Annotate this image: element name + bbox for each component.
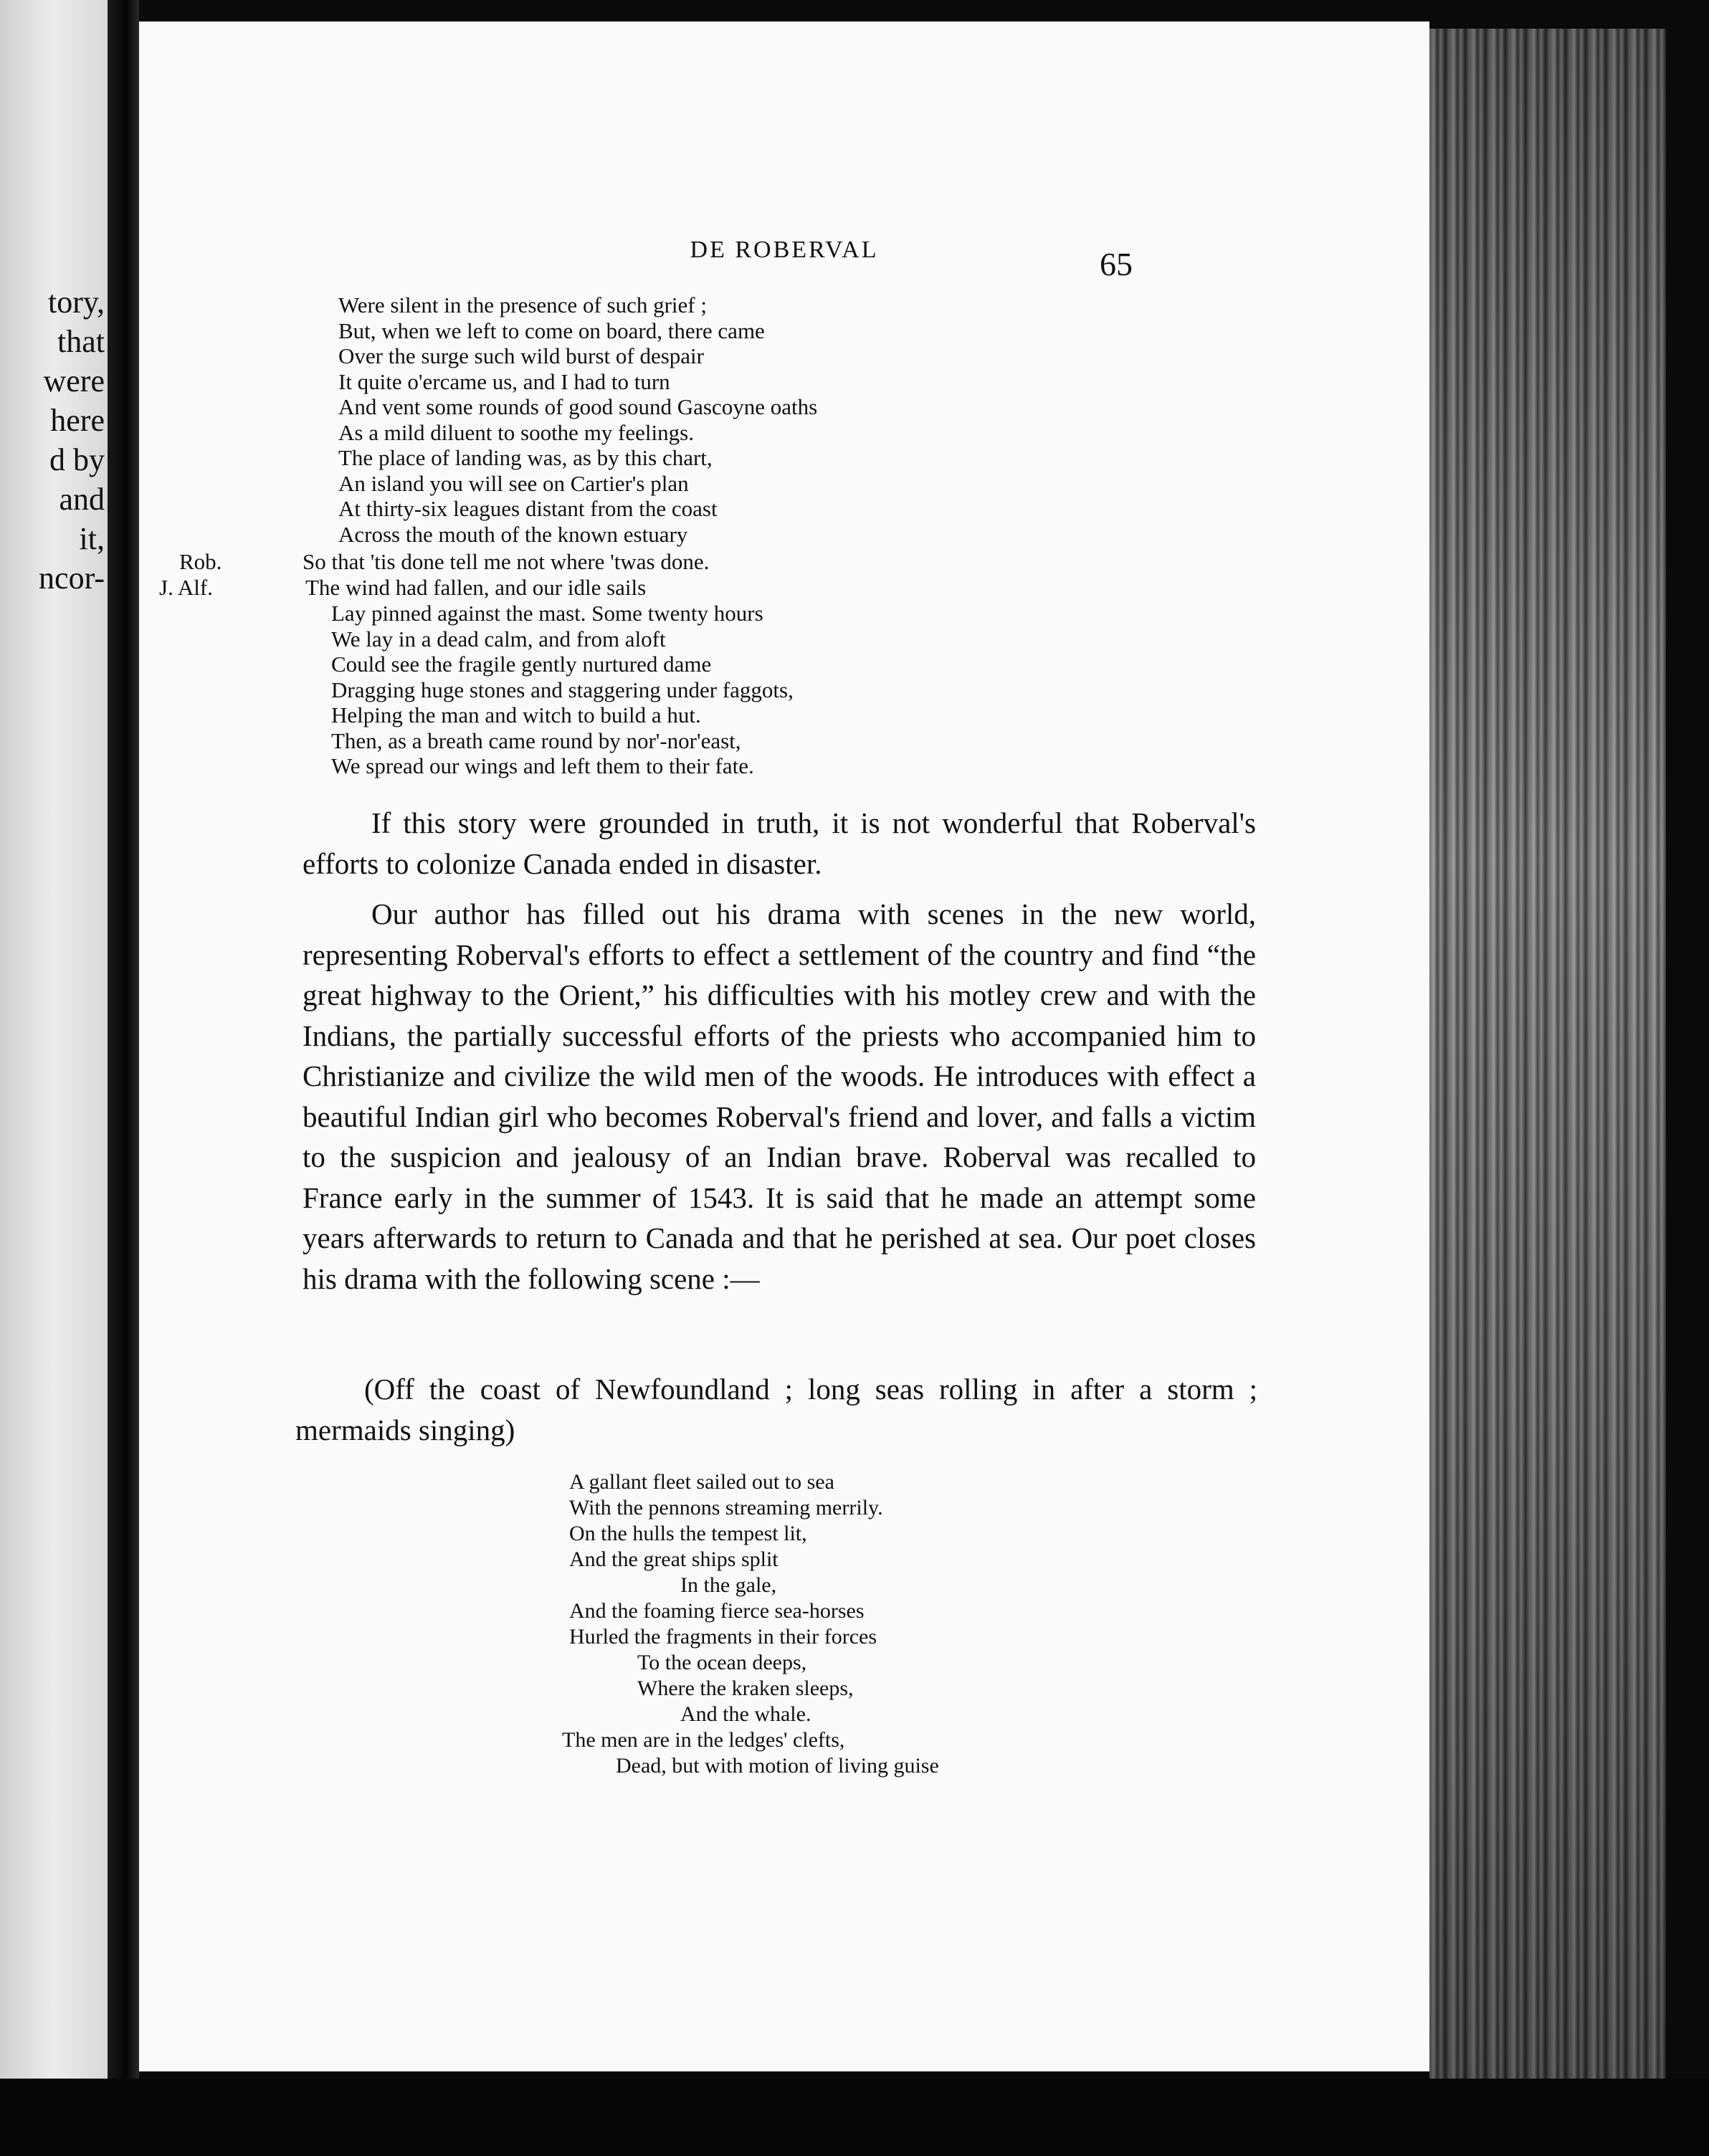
verse-line: At thirty-six leagues distant from the coast [338, 496, 718, 521]
book-gutter [108, 0, 139, 2156]
verse-line: An island you will see on Cartier's plan [338, 470, 689, 496]
stage-direction [295, 1369, 1257, 1450]
verse-line: Across the mouth of the known estuary [338, 521, 688, 547]
speaker-j-alf: J. Alf. [159, 575, 213, 600]
song-line: Hurled the fragments in their forces [569, 1625, 877, 1649]
song-line: Where the kraken sleeps, [637, 1676, 854, 1700]
paragraph: (Off the coast of Newfoundland ; long seas rolling in after a storm ; mermaids singing) [295, 1373, 1257, 1446]
verse-block-a [338, 292, 817, 547]
scan-border [0, 2079, 1709, 2156]
left-page-fragment: and [59, 482, 105, 517]
verse-line: We spread our wings and left them to their fate. [331, 753, 754, 778]
left-page-fragment: ncor- [39, 561, 105, 596]
song-line: With the pennons streaming merrily. [569, 1496, 883, 1520]
left-page-fragment: were [43, 363, 105, 399]
prose-block [303, 803, 1256, 1299]
verse-line: Were silent in the presence of such grief ; [338, 292, 707, 318]
page-number: 65 [1100, 246, 1133, 282]
left-page-fragment: tory, [47, 285, 105, 320]
song-line: To the ocean deeps, [637, 1651, 807, 1674]
verse-line: We lay in a dead calm, and from aloft [331, 626, 666, 652]
song-line: On the hulls the tempest lit, [569, 1522, 807, 1545]
page-edges [1429, 29, 1666, 2107]
song-line: Dead, but with motion of living guise [616, 1754, 939, 1778]
rob-line: So that 'tis done tell me not where 'twas done. [303, 549, 710, 574]
song-line: And the foaming fierce sea-horses [569, 1599, 865, 1623]
alf-line: The wind had fallen, and our idle sails [305, 575, 647, 600]
paragraph: Our author has filled out his drama with scenes in the new world, representing Roberval's efforts to effect a settlement of the country and find “the great highway to the Orient,” his difficulties with his motley crew and with the Indians, the partially successful efforts of the priests who accompanied him to Christianize and civilize the wild men of the woods. He introduces with effect a beautiful Indian girl who becomes Roberval's friend and lover, and falls a victim to the suspicion and jealousy of an Indian brave. Roberval was recalled to France early in the summer of 1543. It is said that he made an attempt some years afterwards to return to Canada and that he perished at sea. Our poet closes his drama with the following scene :— [303, 897, 1256, 1295]
left-page-fragment: here [50, 403, 105, 438]
verse-line: As a mild diluent to soothe my feelings. [338, 419, 694, 445]
left-page-fragment: that [57, 324, 105, 359]
running-head: DE ROBERVAL [690, 237, 879, 263]
verse-line: And vent some rounds of good sound Gascoyne oaths [338, 394, 818, 419]
mermaid-song [562, 1469, 939, 1779]
verse-line: Lay pinned against the mast. Some twenty hours [331, 601, 763, 626]
verse-line: Could see the fragile gently nurtured dame [331, 652, 712, 677]
paragraph: If this story were grounded in truth, it is not wonderful that Roberval's efforts to colonize Canada ended in disaster. [303, 806, 1256, 880]
song-line: In the gale, [680, 1573, 777, 1597]
verse-line: The place of landing was, as by this chart, [338, 445, 713, 470]
song-line: And the great ships split [569, 1547, 779, 1571]
verse-line: Dragging huge stones and staggering under faggots, [331, 677, 794, 702]
left-page-fragment: d by [49, 442, 105, 477]
song-line: And the whale. [680, 1702, 811, 1726]
song-line: The men are in the ledges' clefts, [562, 1728, 845, 1752]
verse-line: Over the surge such wild burst of despair [338, 343, 704, 368]
verse-line: It quite o'ercame us, and I had to turn [338, 368, 670, 394]
song-line: A gallant fleet sailed out to sea [569, 1470, 834, 1494]
left-page-fragment: it, [79, 521, 105, 556]
verse-line: Then, as a breath came round by nor'-nor'east, [331, 728, 741, 753]
verse-block-b [331, 601, 794, 779]
previous-page-edge [0, 0, 108, 2079]
verse-line: But, when we left to come on board, there came [338, 318, 765, 343]
verse-line: Helping the man and witch to build a hut. [331, 702, 701, 728]
speaker-rob: Rob. [179, 549, 222, 574]
book-page [139, 22, 1429, 2071]
